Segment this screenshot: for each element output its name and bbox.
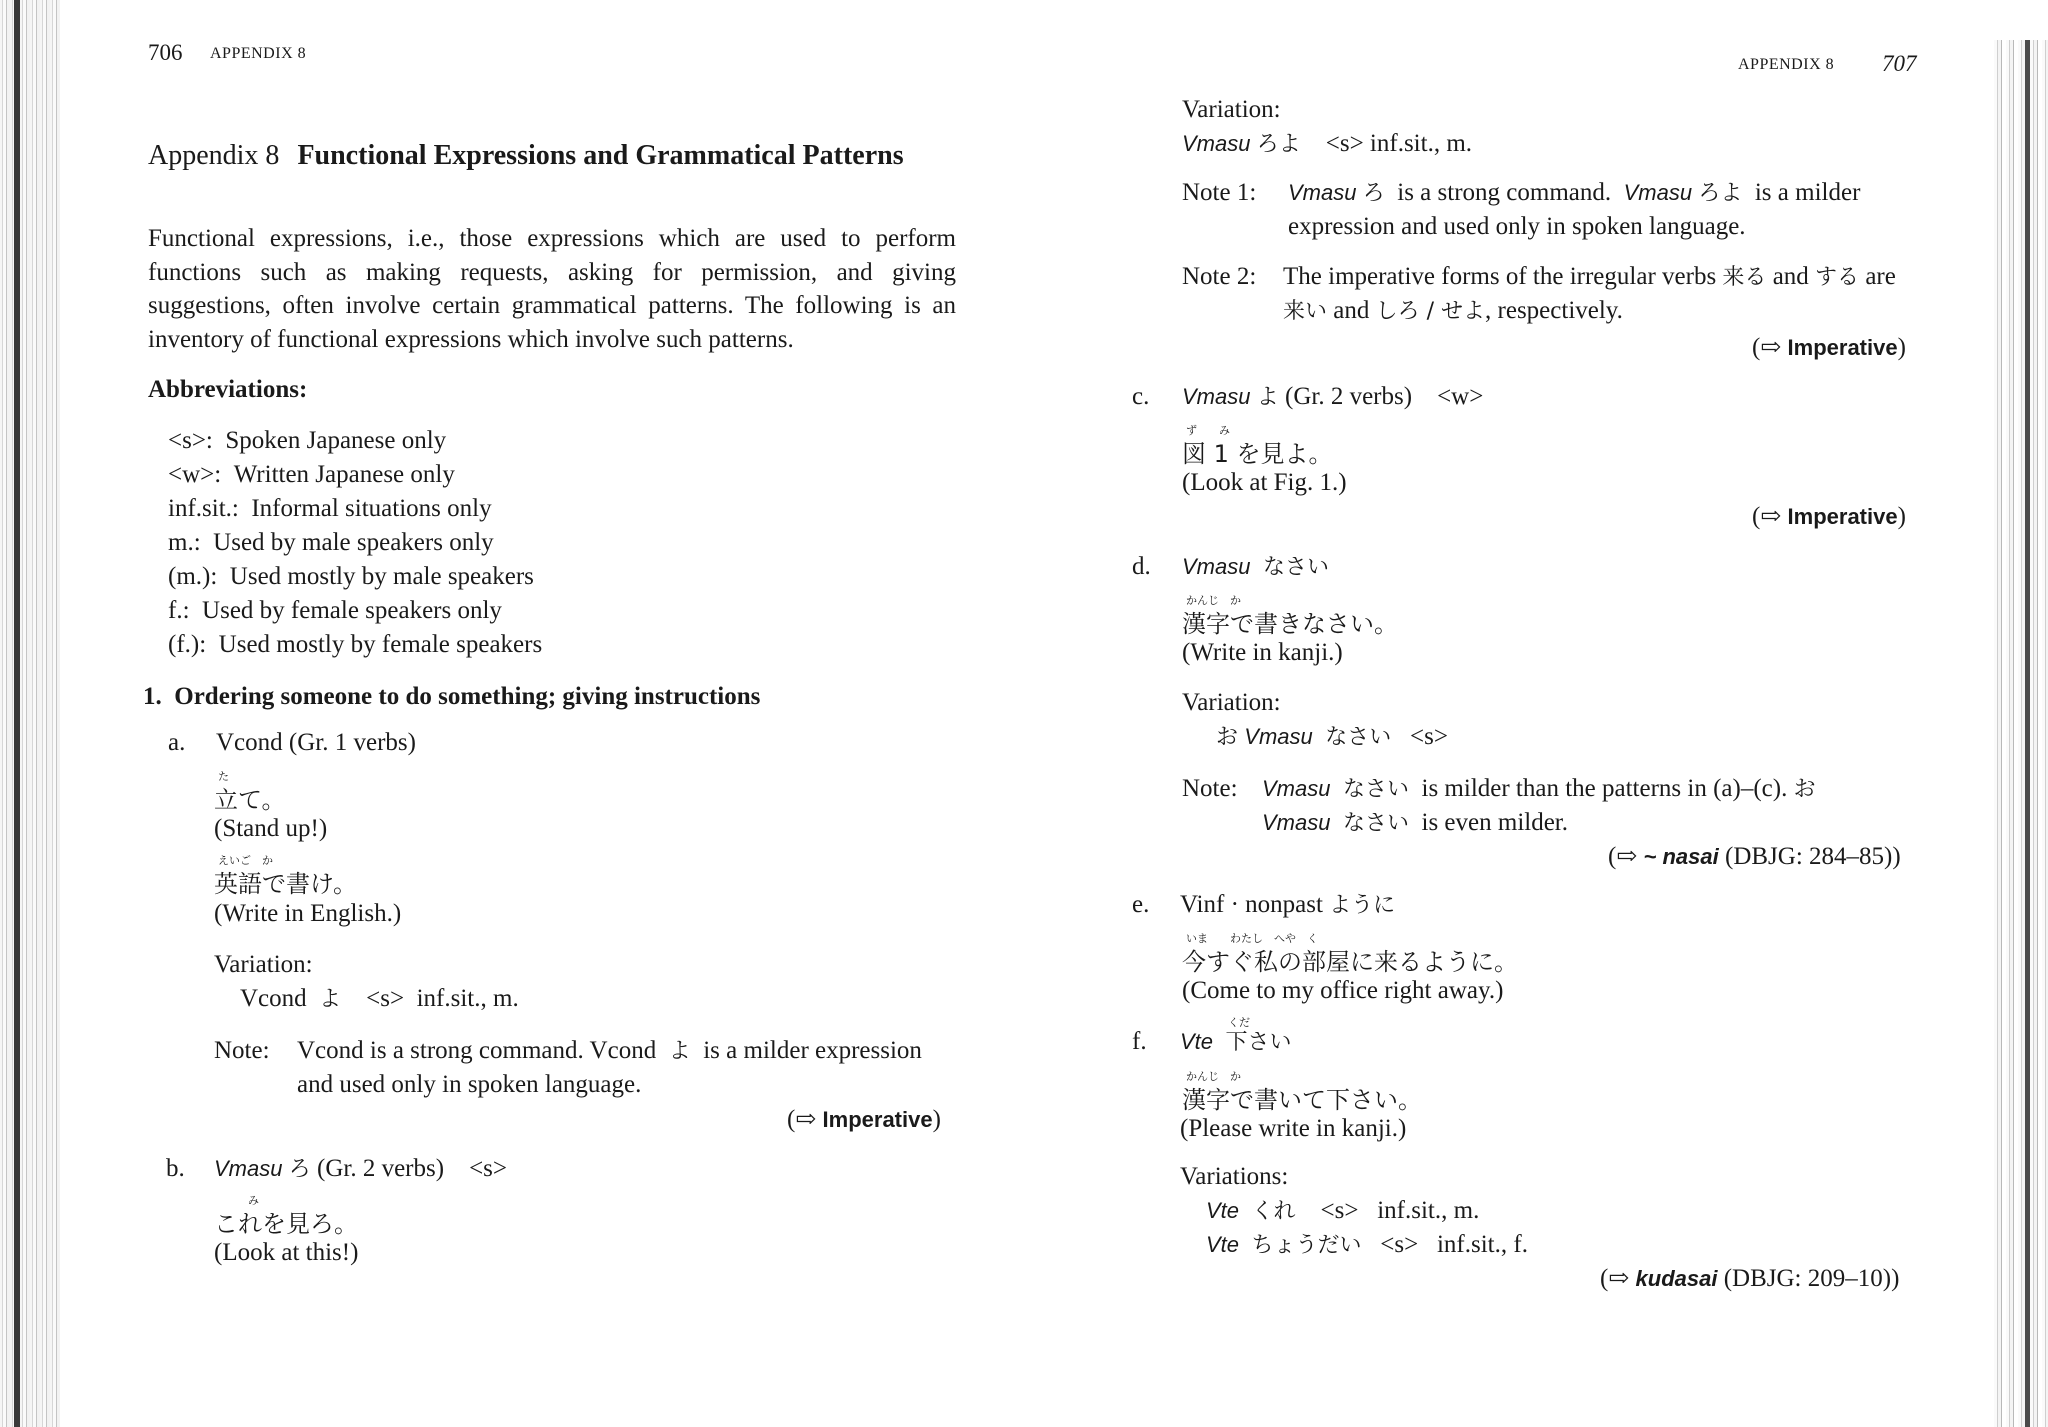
pattern-a: Vcond (Gr. 1 verbs)	[216, 729, 416, 756]
section-heading: 1. Ordering someone to do something; giving instructions	[143, 683, 761, 710]
variation-label-f: Variations:	[1180, 1163, 1289, 1190]
page-number-left: 706	[148, 40, 183, 65]
item-letter-a: a.	[168, 729, 186, 756]
note2-b-line2: 来い and しろ / せよ, respectively.	[1283, 297, 1623, 324]
example-e1-en: (Come to my office right away.)	[1182, 977, 1504, 1004]
example-d1-en: (Write in kanji.)	[1182, 639, 1343, 666]
example-d1-jp: 漢字で書きなさい。	[1182, 610, 1398, 638]
item-letter-f: f.	[1132, 1028, 1147, 1055]
appendix-title	[148, 140, 904, 172]
variation-b: Vmasu ろよ <s> inf.sit., m.	[1182, 130, 1473, 157]
example-f1-jp: 漢字で書いて下さい。	[1182, 1086, 1422, 1114]
abbrev-item: <s>: Spoken Japanese only	[168, 427, 447, 454]
running-head-left: APPENDIX 8	[210, 45, 307, 62]
variation-a: Vcond よ <s> inf.sit., m.	[240, 985, 519, 1012]
reference-a: (⇨ Imperative)	[787, 1106, 941, 1133]
intro-paragraph: Functional expressions, i.e., those expressions which are used to perform functions such as making requests, asking for permission, and giving suggestions, often involve certain grammatical patterns. The following is an inventory of functional expressions which involve such patterns.	[148, 225, 956, 353]
book-spine-right	[1994, 40, 2048, 1427]
note-label-d: Note:	[1182, 775, 1238, 802]
abbrev-item: inf.sit.: Informal situations only	[168, 495, 492, 522]
reference-f: (⇨ kudasai (DBJG: 209–10))	[1600, 1265, 1900, 1292]
reference-c: (⇨ Imperative)	[1752, 503, 1906, 530]
note-d-line1: Vmasu なさい is milder than the patterns in (a)–(c). お	[1262, 775, 1816, 802]
example-b1-jp: これを見ろ。	[214, 1210, 358, 1238]
abbrev-item: m.: Used by male speakers only	[168, 529, 494, 556]
variation-label-b: Variation:	[1182, 96, 1281, 123]
note1-b-line2: expression and used only in spoken language.	[1288, 213, 1746, 240]
ruby-b1: み	[248, 1194, 259, 1207]
note2-label-b: Note 2:	[1182, 263, 1257, 290]
variation-d: お Vmasu なさい <s>	[1216, 723, 1448, 750]
example-a2-jp: 英語で書け。	[214, 870, 358, 898]
ruby-a2: えいご か	[218, 854, 273, 867]
variation-label-a: Variation:	[214, 951, 313, 978]
variation-f-1: Vte くれ <s> inf.sit., m.	[1206, 1197, 1480, 1224]
abbreviations-list	[168, 424, 542, 662]
example-a1-en: (Stand up!)	[214, 815, 328, 842]
item-letter-d: d.	[1132, 553, 1151, 580]
example-a1-jp: 立て。	[214, 786, 286, 814]
example-a2-en: (Write in English.)	[214, 900, 402, 927]
abbrev-item: (f.): Used mostly by female speakers	[168, 631, 543, 658]
reference-b: (⇨ Imperative)	[1752, 334, 1906, 361]
pattern-f: Vte 下さい	[1180, 1029, 1292, 1055]
item-letter-c: c.	[1132, 383, 1150, 410]
note-a-line1: Vcond is a strong command. Vcond よ is a milder expression	[297, 1037, 922, 1064]
ruby-f-pattern: くだ	[1228, 1016, 1250, 1029]
running-head-right: APPENDIX 8	[1738, 56, 1835, 73]
pattern-b: Vmasu ろ (Gr. 2 verbs) <s>	[214, 1155, 507, 1182]
item-letter-e: e.	[1132, 891, 1150, 918]
ruby-e1: いま わたし へや く	[1186, 932, 1318, 945]
note-a-line2: and used only in spoken language.	[297, 1071, 642, 1098]
note1-label-b: Note 1:	[1182, 179, 1257, 206]
book-spine-left	[0, 0, 60, 1427]
note-label-a: Note:	[214, 1037, 270, 1064]
example-b1-en: (Look at this!)	[214, 1239, 359, 1266]
abbrev-item: (m.): Used mostly by male speakers	[168, 563, 534, 590]
abbreviations-heading: Abbreviations:	[148, 376, 308, 403]
ruby-f1: かんじ か	[1186, 1070, 1241, 1083]
pattern-e: Vinf · nonpast ように	[1180, 891, 1396, 918]
pattern-c: Vmasu よ (Gr. 2 verbs) <w>	[1182, 383, 1484, 410]
appendix-label: Appendix 8	[148, 140, 280, 171]
abbrev-item: f.: Used by female speakers only	[168, 597, 502, 624]
ruby-a1: た	[218, 770, 229, 783]
note1-b-line1: Vmasu ろ is a strong command. Vmasu ろよ is a milder	[1288, 179, 1861, 206]
ruby-c1: ず み	[1186, 424, 1230, 437]
reference-d: (⇨ ~ nasai (DBJG: 284–85))	[1608, 843, 1901, 870]
note-d-line2: Vmasu なさい is even milder.	[1262, 809, 1568, 836]
abbrev-item: <w>: Written Japanese only	[168, 461, 455, 488]
appendix-title-text: Functional Expressions and Grammatical Patterns	[297, 140, 904, 171]
example-f1-en: (Please write in kanji.)	[1180, 1115, 1407, 1142]
example-c1-jp: 図 1 を見よ。	[1182, 440, 1333, 468]
example-c1-en: (Look at Fig. 1.)	[1182, 469, 1347, 496]
page-number-right: 707	[1882, 51, 1917, 76]
note2-b-line1: The imperative forms of the irregular verbs 来る and する are	[1283, 263, 1896, 290]
ruby-d1: かんじ か	[1186, 594, 1241, 607]
variation-f-2: Vte ちょうだい <s> inf.sit., f.	[1206, 1231, 1528, 1258]
example-e1-jp: 今すぐ私の部屋に来るように。	[1182, 948, 1518, 976]
variation-label-d: Variation:	[1182, 689, 1281, 716]
item-letter-b: b.	[166, 1155, 185, 1182]
pattern-d: Vmasu なさい	[1182, 554, 1329, 580]
